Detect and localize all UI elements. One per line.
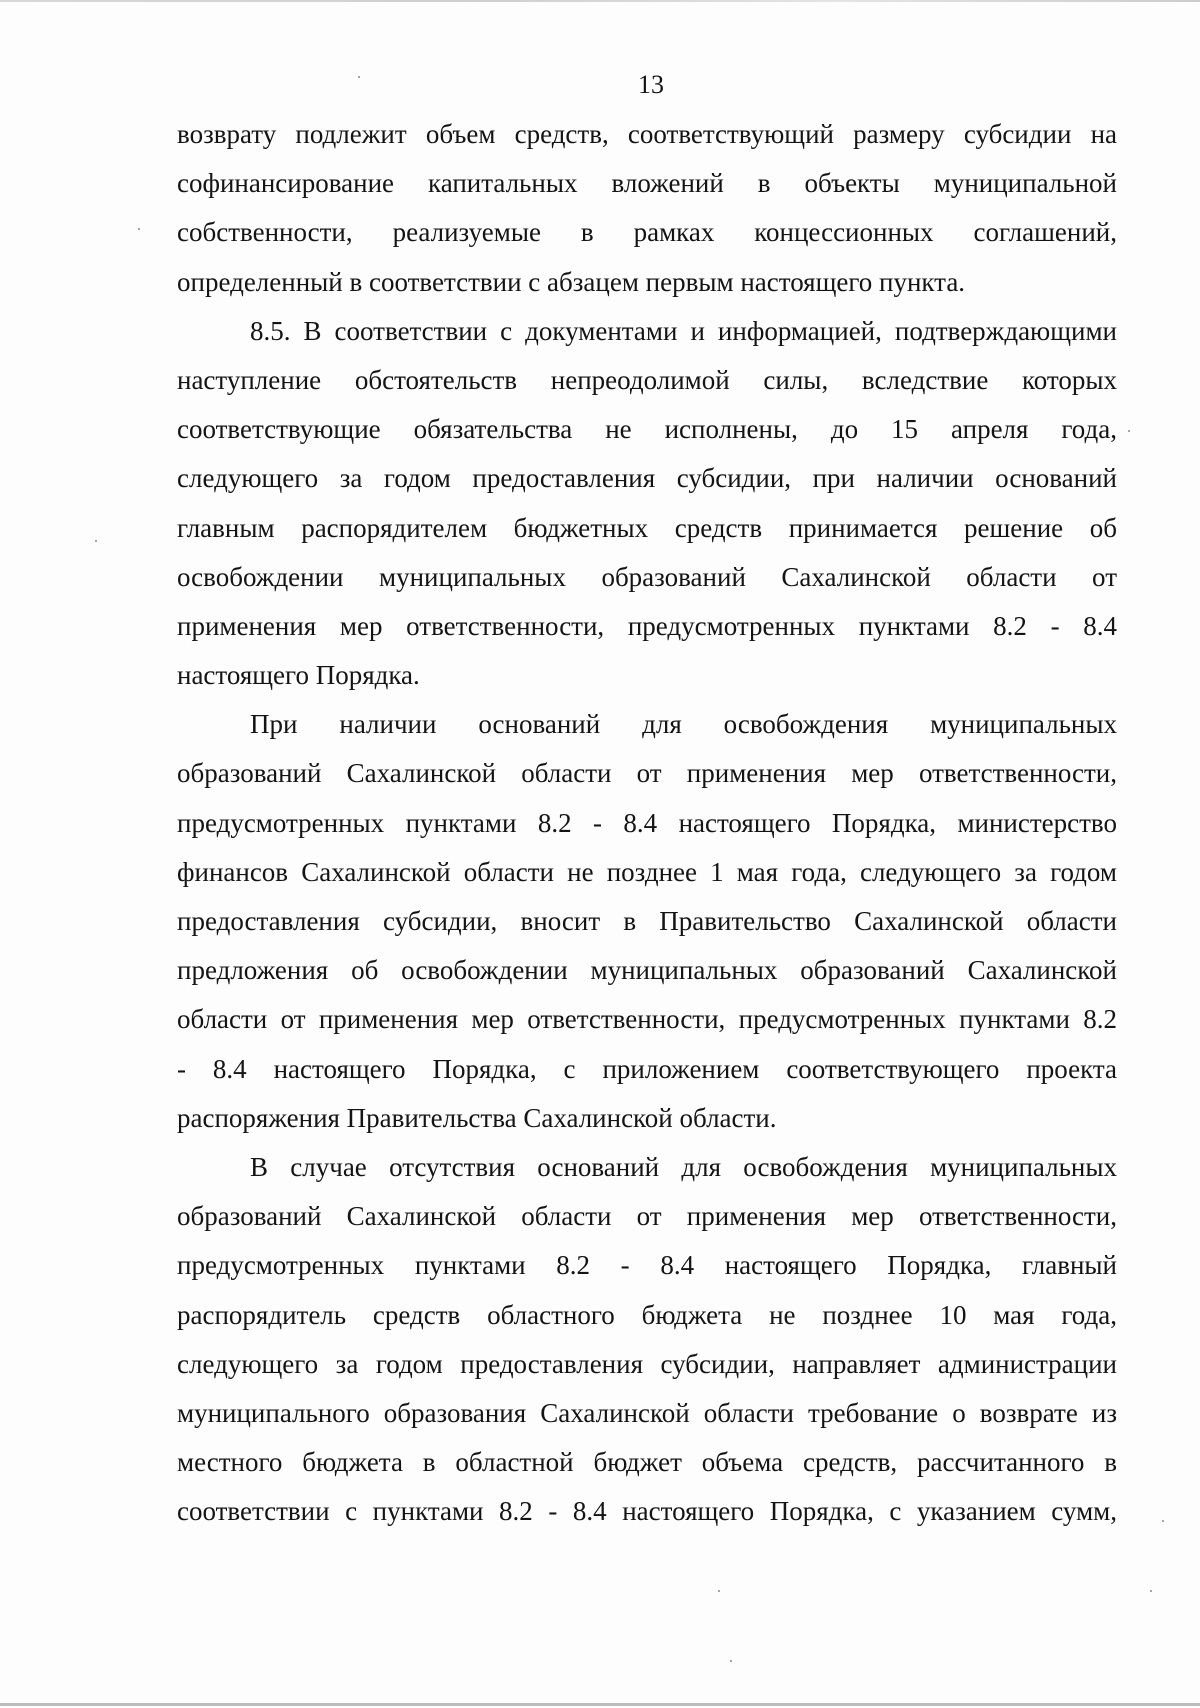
text-line: соответствующие обязательства не исполнены, до 15 апреля года, xyxy=(177,414,1117,445)
text-line: образований Сахалинской области от применения мер ответственности, xyxy=(177,758,1117,789)
text-line: - 8.4 настоящего Порядка, с приложением соответствующего проекта xyxy=(177,1053,1117,1084)
scan-speck xyxy=(138,228,140,230)
text-line: софинансирование капитальных вложений в объекты муниципальной xyxy=(177,168,1117,199)
text-line: местного бюджета в областной бюджет объема средств, рассчитанного в xyxy=(177,1447,1117,1478)
scan-speck xyxy=(1150,1590,1152,1592)
text-line: настоящего Порядка. xyxy=(177,660,420,691)
text-line: области от применения мер ответственности, предусмотренных пунктами 8.2 xyxy=(177,1004,1117,1035)
paragraph-first-line: 8.5. В соответствии с документами и информацией, подтверждающими xyxy=(250,315,1117,346)
text-line: соответствии с пунктами 8.2 - 8.4 настоящего Порядка, с указанием сумм, xyxy=(177,1496,1117,1527)
scan-speck xyxy=(718,1590,720,1592)
text-line: наступление обстоятельств непреодолимой силы, вследствие которых xyxy=(177,364,1117,395)
page-number: 13 xyxy=(638,70,664,99)
text-line: образований Сахалинской области от применения мер ответственности, xyxy=(177,1201,1117,1232)
scan-edge-bottom xyxy=(0,1703,1200,1706)
scan-speck xyxy=(1162,1520,1164,1522)
text-line: муниципального образования Сахалинской области требование о возврате из xyxy=(177,1397,1117,1428)
text-line: предоставления субсидии, вносит в Правительство Сахалинской области xyxy=(177,906,1117,936)
text-line: предусмотренных пунктами 8.2 - 8.4 настоящего Порядка, министерство xyxy=(177,807,1117,838)
document-body-text xyxy=(177,110,1117,1536)
text-line: главным распорядителем бюджетных средств принимается решение об xyxy=(177,512,1117,543)
text-line: финансов Сахалинской области не позднее 1 мая года, следующего за годом xyxy=(177,856,1117,887)
text-line: применения мер ответственности, предусмотренных пунктами 8.2 - 8.4 xyxy=(177,610,1117,641)
scan-speck xyxy=(95,540,97,542)
scan-speck xyxy=(358,76,360,78)
paragraph-first-line: При наличии оснований для освобождения муниципальных xyxy=(250,709,1117,740)
text-line: следующего за годом предоставления субсидии, при наличии оснований xyxy=(177,463,1117,494)
scan-speck xyxy=(1128,430,1130,432)
text-line: освобождении муниципальных образований Сахалинской области от xyxy=(177,561,1117,592)
text-line: распорядитель средств областного бюджета не позднее 10 мая года, xyxy=(177,1299,1117,1330)
text-line: возврату подлежит объем средств, соответствующий размеру субсидии на xyxy=(177,119,1117,149)
text-line: предложения об освобождении муниципальных образований Сахалинской xyxy=(177,955,1117,986)
text-line: собственности, реализуемые в рамках концессионных соглашений, xyxy=(177,217,1117,248)
text-line: предусмотренных пунктами 8.2 - 8.4 настоящего Порядка, главный xyxy=(177,1250,1117,1281)
paragraph-first-line: В случае отсутствия оснований для освобождения муниципальных xyxy=(250,1151,1117,1182)
text-line: распоряжения Правительства Сахалинской области. xyxy=(177,1102,777,1133)
scan-edge-top xyxy=(0,0,1200,2)
text-line: следующего за годом предоставления субсидии, направляет администрации xyxy=(177,1348,1117,1379)
text-line: определенный в соответствии с абзацем первым настоящего пункта. xyxy=(177,266,966,297)
scan-speck xyxy=(730,1660,732,1662)
